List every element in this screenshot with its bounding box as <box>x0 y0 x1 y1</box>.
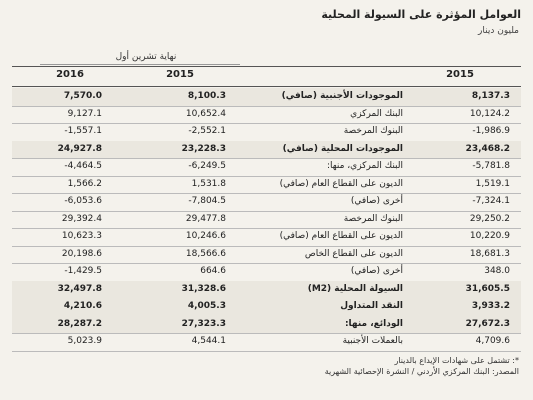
table-row <box>12 246 521 264</box>
footnote-source: المصدر: البنك المركزي الأردني / النشرة الإحصائية الشهرية <box>324 367 519 376</box>
cell-2015-year: -7,324.1 <box>472 196 510 206</box>
row-label: الودائع، منها: <box>344 318 403 329</box>
cell-2015-year: 3,933.2 <box>471 301 510 311</box>
table-row <box>12 211 521 229</box>
row-label: البنك المركزي <box>350 108 403 119</box>
unit-label: مليون دينار <box>478 26 519 36</box>
cell-2015-year: 348.0 <box>484 266 510 276</box>
cell-2015-year: 27,672.3 <box>465 318 510 329</box>
row-label: الديون على القطاع العام (صافي) <box>279 231 403 241</box>
cell-2015: 4,544.1 <box>191 336 226 346</box>
table-row <box>12 123 521 141</box>
header-2015: 2015 <box>166 69 194 80</box>
cell-2015-year: 10,124.2 <box>469 108 510 119</box>
group-header-underline <box>40 64 240 65</box>
header-2015-year: 2015 <box>446 69 474 80</box>
row-label: السيولة المحلية (M2) <box>307 283 403 294</box>
row-label: الموجودات الأجنبية (صافي) <box>281 91 403 101</box>
cell-2015-year: 31,605.5 <box>465 283 510 294</box>
cell-2016: 10,623.3 <box>61 231 102 241</box>
cell-2015: 664.6 <box>200 266 226 276</box>
cell-2015-year: 8,137.3 <box>471 91 510 101</box>
row-label: الديون على القطاع الخاص <box>304 248 403 259</box>
row-label: الموجودات المحلية (صافي) <box>282 143 403 154</box>
cell-2015-year: 18,681.3 <box>469 248 510 259</box>
cell-2016: 20,198.6 <box>61 248 102 259</box>
row-label: أخرى (صافي) <box>350 196 403 206</box>
cell-2016: 28,287.2 <box>57 318 102 329</box>
cell-2016: 7,570.0 <box>63 91 102 101</box>
cell-2015: -2,552.1 <box>188 126 226 136</box>
group-header: نهاية تشرين أول <box>115 52 177 62</box>
cell-2015: 10,246.6 <box>185 231 226 241</box>
table-row <box>12 193 521 211</box>
cell-2015: 23,228.3 <box>181 143 226 154</box>
table-row <box>12 228 521 246</box>
cell-2016: 32,497.8 <box>57 283 102 294</box>
cell-2015: 27,323.3 <box>181 318 226 329</box>
row-label: الديون على القطاع العام (صافي) <box>279 178 403 189</box>
table-row <box>12 333 521 351</box>
cell-2015: 4,005.3 <box>187 301 226 311</box>
table-row <box>12 316 521 334</box>
cell-2016: -1,429.5 <box>64 266 102 276</box>
header-2016: 2016 <box>56 69 84 80</box>
header-top-rule <box>12 66 521 67</box>
cell-2016: 29,392.4 <box>61 213 102 224</box>
page-title: العوامل المؤثرة على السيولة المحلية <box>321 8 521 21</box>
table-row <box>12 298 521 316</box>
cell-2016: -4,464.5 <box>64 161 102 171</box>
row-label: البنك المركزي، منها: <box>326 161 403 171</box>
row-label: بالعملات الأجنبية <box>342 336 403 346</box>
row-divider <box>12 351 521 352</box>
row-label: البنوك المرخصة <box>343 213 403 224</box>
cell-2016: -6,053.6 <box>64 196 102 206</box>
table-row <box>12 158 521 176</box>
cell-2015: 29,477.8 <box>185 213 226 224</box>
cell-2015-year: 1,519.1 <box>475 178 510 189</box>
cell-2015: -7,804.5 <box>188 196 226 206</box>
cell-2016: 9,127.1 <box>67 108 102 119</box>
cell-2015-year: 23,468.2 <box>465 143 510 154</box>
cell-2016: -1,557.1 <box>64 126 102 136</box>
footnote-asterisk: *: تشتمل على شهادات الإيداع بالدينار <box>394 356 519 365</box>
table-row <box>12 263 521 281</box>
table-row <box>12 106 521 124</box>
cell-2016: 5,023.9 <box>67 336 102 346</box>
cell-2015: -6,249.5 <box>188 161 226 171</box>
cell-2015-year: -1,986.9 <box>472 126 510 136</box>
header-bottom-rule <box>12 86 521 87</box>
row-label: النقد المتداول <box>340 301 403 311</box>
cell-2016: 24,927.8 <box>57 143 102 154</box>
cell-2015: 18,566.6 <box>185 248 226 259</box>
footnotes <box>325 355 519 377</box>
cell-2015-year: 10,220.9 <box>469 231 510 241</box>
table-row <box>12 176 521 194</box>
row-label: أخرى (صافي) <box>350 266 403 276</box>
cell-2015: 8,100.3 <box>187 91 226 101</box>
cell-2015: 10,652.4 <box>185 108 226 119</box>
cell-2016: 1,566.2 <box>67 178 102 189</box>
table-row <box>12 141 521 159</box>
cell-2015: 1,531.8 <box>191 178 226 189</box>
cell-2015-year: 29,250.2 <box>469 213 510 224</box>
cell-2015-year: -5,781.8 <box>472 161 510 171</box>
row-label: البنوك المرخصة <box>343 126 403 136</box>
table-row <box>12 88 521 106</box>
cell-2016: 4,210.6 <box>63 301 102 311</box>
cell-2015: 31,328.6 <box>181 283 226 294</box>
table-row <box>12 281 521 299</box>
cell-2015-year: 4,709.6 <box>475 336 510 346</box>
